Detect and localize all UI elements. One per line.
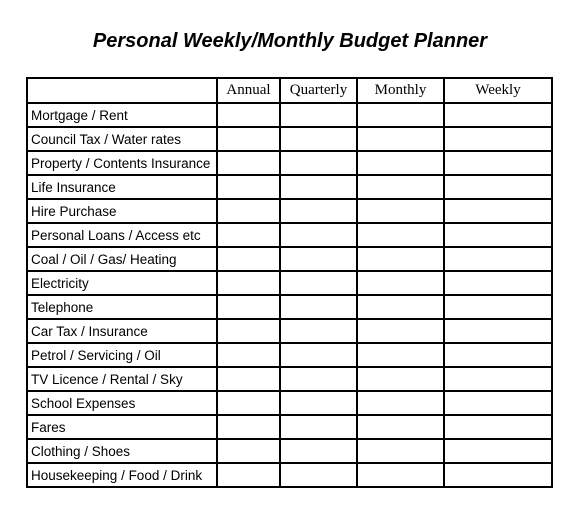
monthly-cell[interactable]: [357, 199, 444, 223]
weekly-cell[interactable]: [444, 127, 552, 151]
monthly-cell[interactable]: [357, 343, 444, 367]
quarterly-cell[interactable]: [280, 415, 357, 439]
column-header-monthly: Monthly: [357, 78, 444, 103]
annual-cell[interactable]: [217, 247, 280, 271]
row-label: Fares: [27, 415, 217, 439]
table-row: [27, 319, 552, 343]
quarterly-cell[interactable]: [280, 127, 357, 151]
weekly-cell[interactable]: [444, 271, 552, 295]
row-label: Personal Loans / Access etc: [27, 223, 217, 247]
quarterly-cell[interactable]: [280, 463, 357, 487]
quarterly-cell[interactable]: [280, 199, 357, 223]
weekly-cell[interactable]: [444, 391, 552, 415]
table-row: [27, 223, 552, 247]
table-row: [27, 391, 552, 415]
annual-cell[interactable]: [217, 367, 280, 391]
annual-cell[interactable]: [217, 295, 280, 319]
row-label: Car Tax / Insurance: [27, 319, 217, 343]
monthly-cell[interactable]: [357, 319, 444, 343]
table-row: [27, 415, 552, 439]
budget-table: [26, 77, 553, 488]
table-row: [27, 295, 552, 319]
annual-cell[interactable]: [217, 463, 280, 487]
table-row: [27, 463, 552, 487]
column-header-annual: Annual: [217, 78, 280, 103]
annual-cell[interactable]: [217, 343, 280, 367]
weekly-cell[interactable]: [444, 415, 552, 439]
header-row: [27, 78, 552, 103]
monthly-cell[interactable]: [357, 295, 444, 319]
table-row: [27, 271, 552, 295]
weekly-cell[interactable]: [444, 343, 552, 367]
annual-cell[interactable]: [217, 223, 280, 247]
table-row: [27, 199, 552, 223]
weekly-cell[interactable]: [444, 151, 552, 175]
monthly-cell[interactable]: [357, 439, 444, 463]
row-label: Telephone: [27, 295, 217, 319]
column-header-weekly: Weekly: [444, 78, 552, 103]
row-label: Housekeeping / Food / Drink: [27, 463, 217, 487]
quarterly-cell[interactable]: [280, 175, 357, 199]
annual-cell[interactable]: [217, 271, 280, 295]
monthly-cell[interactable]: [357, 247, 444, 271]
quarterly-cell[interactable]: [280, 151, 357, 175]
monthly-cell[interactable]: [357, 271, 444, 295]
weekly-cell[interactable]: [444, 367, 552, 391]
annual-cell[interactable]: [217, 319, 280, 343]
row-label: School Expenses: [27, 391, 217, 415]
row-label: Council Tax / Water rates: [27, 127, 217, 151]
row-label: Mortgage / Rent: [27, 103, 217, 127]
quarterly-cell[interactable]: [280, 247, 357, 271]
weekly-cell[interactable]: [444, 175, 552, 199]
table-row: [27, 151, 552, 175]
monthly-cell[interactable]: [357, 103, 444, 127]
row-label: Property / Contents Insurance: [27, 151, 217, 175]
annual-cell[interactable]: [217, 103, 280, 127]
monthly-cell[interactable]: [357, 223, 444, 247]
weekly-cell[interactable]: [444, 199, 552, 223]
annual-cell[interactable]: [217, 391, 280, 415]
weekly-cell[interactable]: [444, 319, 552, 343]
annual-cell[interactable]: [217, 175, 280, 199]
quarterly-cell[interactable]: [280, 367, 357, 391]
annual-cell[interactable]: [217, 151, 280, 175]
weekly-cell[interactable]: [444, 223, 552, 247]
monthly-cell[interactable]: [357, 367, 444, 391]
quarterly-cell[interactable]: [280, 223, 357, 247]
quarterly-cell[interactable]: [280, 439, 357, 463]
column-header-category: [27, 78, 217, 103]
weekly-cell[interactable]: [444, 439, 552, 463]
row-label: Petrol / Servicing / Oil: [27, 343, 217, 367]
table-row: [27, 343, 552, 367]
monthly-cell[interactable]: [357, 175, 444, 199]
row-label: TV Licence / Rental / Sky: [27, 367, 217, 391]
row-label: Clothing / Shoes: [27, 439, 217, 463]
row-label: Hire Purchase: [27, 199, 217, 223]
monthly-cell[interactable]: [357, 151, 444, 175]
table-row: [27, 103, 552, 127]
weekly-cell[interactable]: [444, 463, 552, 487]
monthly-cell[interactable]: [357, 127, 444, 151]
quarterly-cell[interactable]: [280, 295, 357, 319]
table-row: [27, 127, 552, 151]
table-row: [27, 439, 552, 463]
monthly-cell[interactable]: [357, 391, 444, 415]
annual-cell[interactable]: [217, 415, 280, 439]
quarterly-cell[interactable]: [280, 343, 357, 367]
monthly-cell[interactable]: [357, 463, 444, 487]
weekly-cell[interactable]: [444, 247, 552, 271]
weekly-cell[interactable]: [444, 103, 552, 127]
row-label: Life Insurance: [27, 175, 217, 199]
page-title: Personal Weekly/Monthly Budget Planner: [92, 30, 488, 52]
table-row: [27, 247, 552, 271]
row-label: Electricity: [27, 271, 217, 295]
column-header-quarterly: Quarterly: [280, 78, 357, 103]
annual-cell[interactable]: [217, 199, 280, 223]
table-row: [27, 175, 552, 199]
annual-cell[interactable]: [217, 439, 280, 463]
table-row: [27, 367, 552, 391]
row-label: Coal / Oil / Gas/ Heating: [27, 247, 217, 271]
weekly-cell[interactable]: [444, 295, 552, 319]
quarterly-cell[interactable]: [280, 271, 357, 295]
annual-cell[interactable]: [217, 127, 280, 151]
quarterly-cell[interactable]: [280, 319, 357, 343]
quarterly-cell[interactable]: [280, 103, 357, 127]
monthly-cell[interactable]: [357, 415, 444, 439]
budget-table-body: [27, 103, 552, 487]
quarterly-cell[interactable]: [280, 391, 357, 415]
